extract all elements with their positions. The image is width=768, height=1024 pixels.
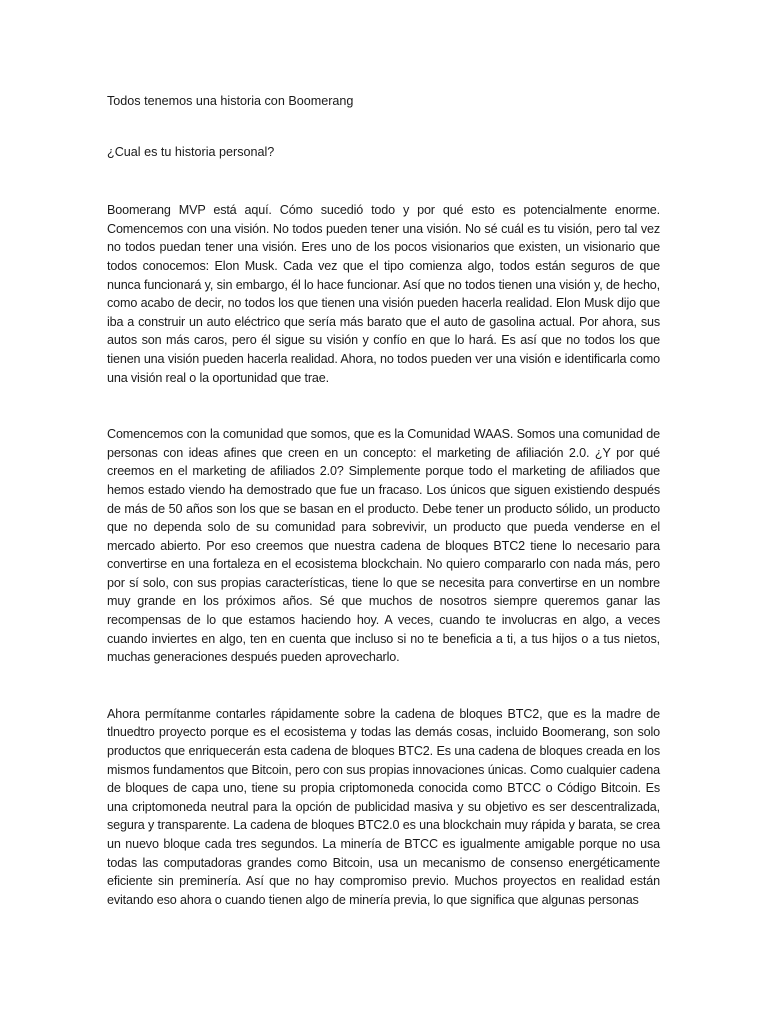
paragraph-waas-community: Comencemos con la comunidad que somos, que es la Comunidad WAAS. Somos una comunidad de personas con ideas afines que creen en un concepto: el marketing de afiliación 2.0. ¿Y por qué creemos en el marketing de afiliados 2.0? Simplemente porque todo el marketing de afiliados que hemos estado viendo ha demostrado que fue un fracaso. Los únicos que siguen existiendo después de más de 50 años son los que se basan en el producto. Debe tener un producto sólido, un producto que no dependa solo de su comunidad para sobrevivir, un producto que pueda venderse en el mercado abierto. Por eso creemos que nuestra cadena de bloques BTC2 tiene lo necesario para convertirse en una fortaleza en el ecosistema blockchain. No quiero compararlo con nada más, pero por sí solo, con sus propias características, tiene lo que se necesita para convertirse en un nombre muy grande en los próximos años. Sé que muchos de nosotros siempre queremos ganar las recompensas de lo que estamos haciendo hoy. A veces, cuando te involucras en algo, a veces cuando inviertes en algo, ten en cuenta que incluso si no te beneficia a ti, a tus hijos o a tus nietos, muchas generaciones después pueden aprovecharlo. <box>107 427 660 665</box>
document-body <box>107 92 660 909</box>
document-title: Todos tenemos una historia con Boomerang <box>107 94 354 108</box>
document-subtitle: ¿Cual es tu historia personal? <box>107 144 275 159</box>
paragraph-btc2-blockchain: Ahora permítanme contarles rápidamente sobre la cadena de bloques BTC2, que es la madre de tlnuedtro proyecto porque es el ecosistema y todas las demás cosas, incluido Boomerang, son solo productos que enriquecerán esta cadena de bloques BTC2. Es una cadena de bloques creada en los mismos fundamentos que Bitcoin, pero con sus propias innovaciones únicas. Como cualquier cadena de bloques de capa uno, tiene su propia criptomoneda conocida como BTCC o Código Bitcoin. Es una criptomoneda neutral para la opción de publicidad masiva y su objetivo es ser descentralizada, segura y transparente. La cadena de bloques BTC2.0 es una blockchain muy rápida y barata, se crea un nuevo bloque cada tres segundos. La minería de BTCC es igualmente amigable porque no usa todas las computadoras grandes como Bitcoin, usa un mecanismo de consenso energéticamente eficiente sin preminería. Así que no hay compromiso previo. Muchos proyectos en realidad están evitando eso ahora o cuando tienen algo de minería previa, lo que significa que algunas personas <box>107 706 660 907</box>
paragraph-boomerang-vision: Boomerang MVP está aquí. Cómo sucedió todo y por qué esto es potencialmente enorme. Comencemos con una visión. No todos pueden tener una visión. No sé cuál es tu visión, pero tal vez no todos puedan tener una visión. Eres uno de los pocos visionarios que existen, un visionario que todos conocemos: Elon Musk. Cada vez que el tipo comienza algo, todos están seguros de que nunca funcionará y, sin embargo, él lo hace funcionar. Así que no todos tienen una visión y, de hecho, como acabo de decir, no todos los que tienen una visión pueden hacerla realidad. Elon Musk dijo que iba a construir un auto eléctrico que sería más barato que el auto de gasolina actual. Por ahora, sus autos son más caros, pero él sigue su visión y confío en que lo hará. Es así que no todos los que tienen una visión pueden hacerla realidad. Ahora, no todos pueden ver una visión e identificarla como una visión real o la oportunidad que trae. <box>107 203 660 385</box>
